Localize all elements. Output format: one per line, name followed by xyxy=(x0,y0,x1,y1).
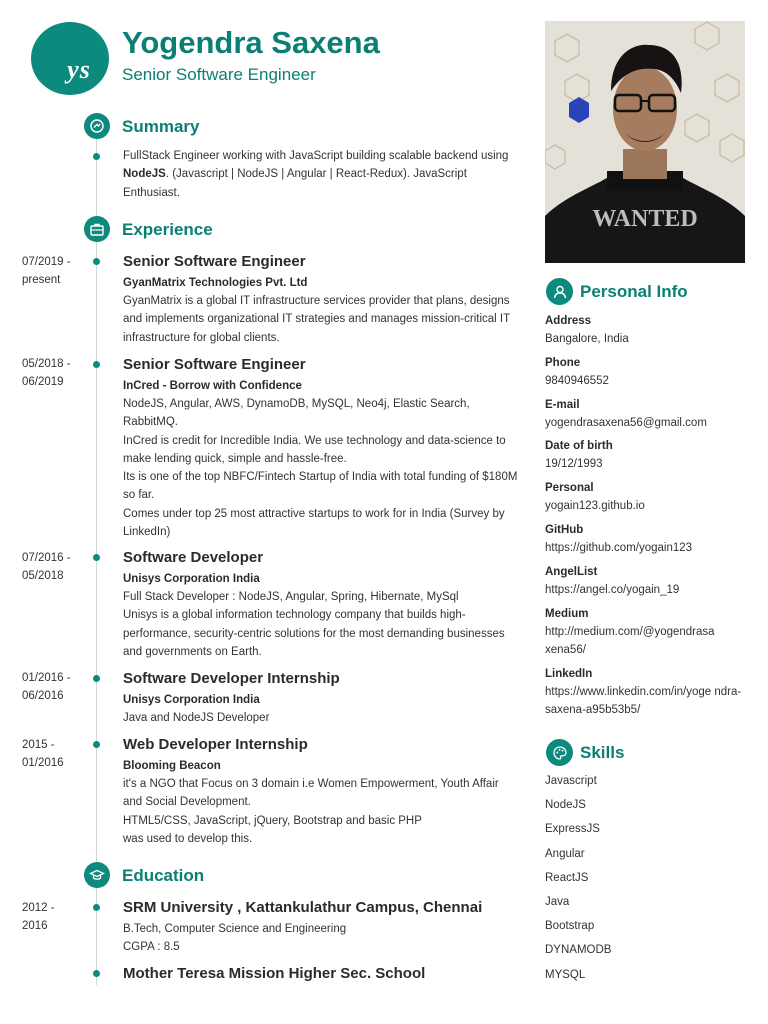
shirt-print: WANTED xyxy=(592,206,698,232)
info-angellist xyxy=(545,563,750,599)
timeline-dot xyxy=(93,554,100,561)
info-value[interactable]: yogain123.github.io xyxy=(545,500,645,513)
experience-org: Unisys Corporation India xyxy=(123,694,260,706)
experience-desc: GyanMatrix is a global IT infrastructure services provider that plans, designs and implements organizational IT strategies and manages mission-critical IT infrastructure for global clients. xyxy=(123,295,510,344)
info-medium xyxy=(545,605,750,660)
education-date: 2012 - 2016 xyxy=(22,902,55,932)
info-label: AngelList xyxy=(545,565,598,578)
experience-entry xyxy=(123,252,518,347)
experience-desc: it's a NGO that Focus on 3 domain i.e Women Empowerment, Youth Affair and Social Development. xyxy=(123,778,499,809)
graduation-cap-icon xyxy=(84,862,110,888)
info-value: 19/12/1993 xyxy=(545,458,603,471)
skills-list xyxy=(545,771,745,989)
section-title-skills: Skills xyxy=(580,743,625,762)
experience-org: Unisys Corporation India xyxy=(123,573,260,585)
candidate-name: Yogendra Saxena xyxy=(122,25,380,60)
info-label: Date of birth xyxy=(545,440,613,453)
experience-role: Web Developer Internship xyxy=(123,736,308,753)
timeline-dot xyxy=(93,153,100,160)
info-date-of-birth xyxy=(545,437,750,473)
info-label: Personal xyxy=(545,482,594,495)
timeline-dot xyxy=(93,904,100,911)
info-label: Address xyxy=(545,315,592,327)
experience-entry xyxy=(123,548,518,661)
info-label: E-mail xyxy=(545,398,580,411)
skill-item: ReactJS xyxy=(545,871,589,884)
education-school: Mother Teresa Mission Higher Sec. School xyxy=(123,965,426,982)
experience-org: InCred - Borrow with Confidence xyxy=(123,380,302,392)
dial-icon xyxy=(84,113,110,139)
info-linkedin xyxy=(545,665,750,720)
info-personal-site xyxy=(545,479,750,515)
palette-icon xyxy=(546,739,573,766)
personal-info-list xyxy=(545,312,750,725)
experience-desc: Java and NodeJS Developer xyxy=(123,712,270,724)
timeline-dot xyxy=(93,970,100,977)
skill-item: Javascript xyxy=(545,775,597,787)
candidate-title: Senior Software Engineer xyxy=(122,65,316,84)
experience-desc: InCred is credit for Incredible India. We use technology and data-science to make lending quick, simple and hassle-free. xyxy=(123,434,506,465)
section-title-experience: Experience xyxy=(122,220,213,239)
info-email xyxy=(545,396,750,432)
experience-org: GyanMatrix Technologies Pvt. Ltd xyxy=(123,277,308,289)
education-school: SRM University , Kattankulathur Campus, Chennai xyxy=(123,899,483,916)
skill-item: MYSQL xyxy=(545,968,586,981)
info-label: Phone xyxy=(545,356,581,369)
info-label: LinkedIn xyxy=(545,667,593,680)
experience-role: Software Developer Internship xyxy=(123,670,340,687)
experience-desc: Comes under top 25 most attractive startups to work for in India (Survey by LinkedIn) xyxy=(123,507,505,539)
info-label: GitHub xyxy=(545,523,584,536)
education-score: CGPA : 8.5 xyxy=(123,941,180,954)
timeline-dot xyxy=(93,675,100,682)
experience-desc: NodeJS, Angular, AWS, DynamoDB, MySQL, Neo4j, Elastic Search, RabbitMQ. xyxy=(123,398,470,429)
section-title-personal-info: Personal Info xyxy=(580,282,688,301)
info-label: Medium xyxy=(545,607,589,620)
experience-entry xyxy=(123,355,518,541)
experience-role: Senior Software Engineer xyxy=(123,356,306,373)
info-value: Bangalore, India xyxy=(545,333,629,345)
briefcase-icon xyxy=(84,216,110,242)
experience-org: Blooming Beacon xyxy=(123,760,221,772)
experience-date: 07/2016 - 05/2018 xyxy=(22,552,71,582)
timeline-dot xyxy=(93,361,100,368)
monogram-text: ys xyxy=(67,55,91,84)
skill-item: Bootstrap xyxy=(545,920,595,933)
skill-item: Java xyxy=(545,895,570,908)
education-degree: B.Tech, Computer Science and Engineering xyxy=(123,923,347,935)
skill-item: NodeJS xyxy=(545,799,586,812)
experience-date: 05/2018 - 06/2019 xyxy=(22,358,71,388)
experience-desc: Full Stack Developer : NodeJS, Angular, Spring, Hibernate, MySql xyxy=(123,591,459,603)
experience-desc: HTML5/CSS, JavaScript, jQuery, Bootstrap and basic PHP xyxy=(123,814,422,827)
education-entry xyxy=(123,898,518,957)
section-title-education: Education xyxy=(122,866,205,885)
user-icon xyxy=(546,278,573,305)
experience-date: 01/2016 - 06/2016 xyxy=(22,672,71,702)
experience-date: 07/2019 - present xyxy=(22,256,71,286)
education-entry xyxy=(123,964,518,984)
profile-photo xyxy=(545,21,745,263)
info-github xyxy=(545,521,750,557)
experience-entry xyxy=(123,735,518,848)
monogram-badge xyxy=(31,22,109,95)
info-value[interactable]: https://www.linkedin.com/in/yoge ndra-saxena-a95b53b5/ xyxy=(545,685,742,716)
experience-role: Senior Software Engineer xyxy=(123,253,306,270)
info-value[interactable]: http://medium.com/@yogendrasaxena56/ xyxy=(545,625,715,656)
experience-role: Software Developer xyxy=(123,549,264,566)
experience-entry xyxy=(123,669,518,727)
summary-text: FullStack Engineer working with JavaScript building scalable backend using NodeJS. (Javascript | NodeJS | Angular | React-Redux). JavaScript Enthusiast. xyxy=(123,150,509,199)
info-value[interactable]: https://github.com/yogain123 xyxy=(545,541,693,554)
info-phone xyxy=(545,354,750,390)
timeline-dot xyxy=(93,741,100,748)
experience-desc: was used to develop this. xyxy=(123,832,253,845)
experience-desc: Unisys is a global information technology company that builds high-performance, security-centric solutions for the most demanding businesses and governments on Earth. xyxy=(123,609,505,658)
skill-item: DYNAMODB xyxy=(545,944,612,957)
info-value[interactable]: yogendrasaxena56@gmail.com xyxy=(545,416,707,429)
skill-item: ExpressJS xyxy=(545,823,600,836)
timeline-dot xyxy=(93,258,100,265)
skill-item: Angular xyxy=(545,847,585,860)
info-value: 9840946552 xyxy=(545,374,609,387)
experience-desc: Its is one of the top NBFC/Fintech Startup of India with total funding of $180M so far. xyxy=(123,471,518,502)
info-address xyxy=(545,312,750,348)
summary-bold: NodeJS xyxy=(123,168,166,181)
experience-date: 2015 - 01/2016 xyxy=(22,739,64,769)
section-title-summary: Summary xyxy=(122,117,200,136)
info-value[interactable]: https://angel.co/yogain_19 xyxy=(545,583,680,596)
